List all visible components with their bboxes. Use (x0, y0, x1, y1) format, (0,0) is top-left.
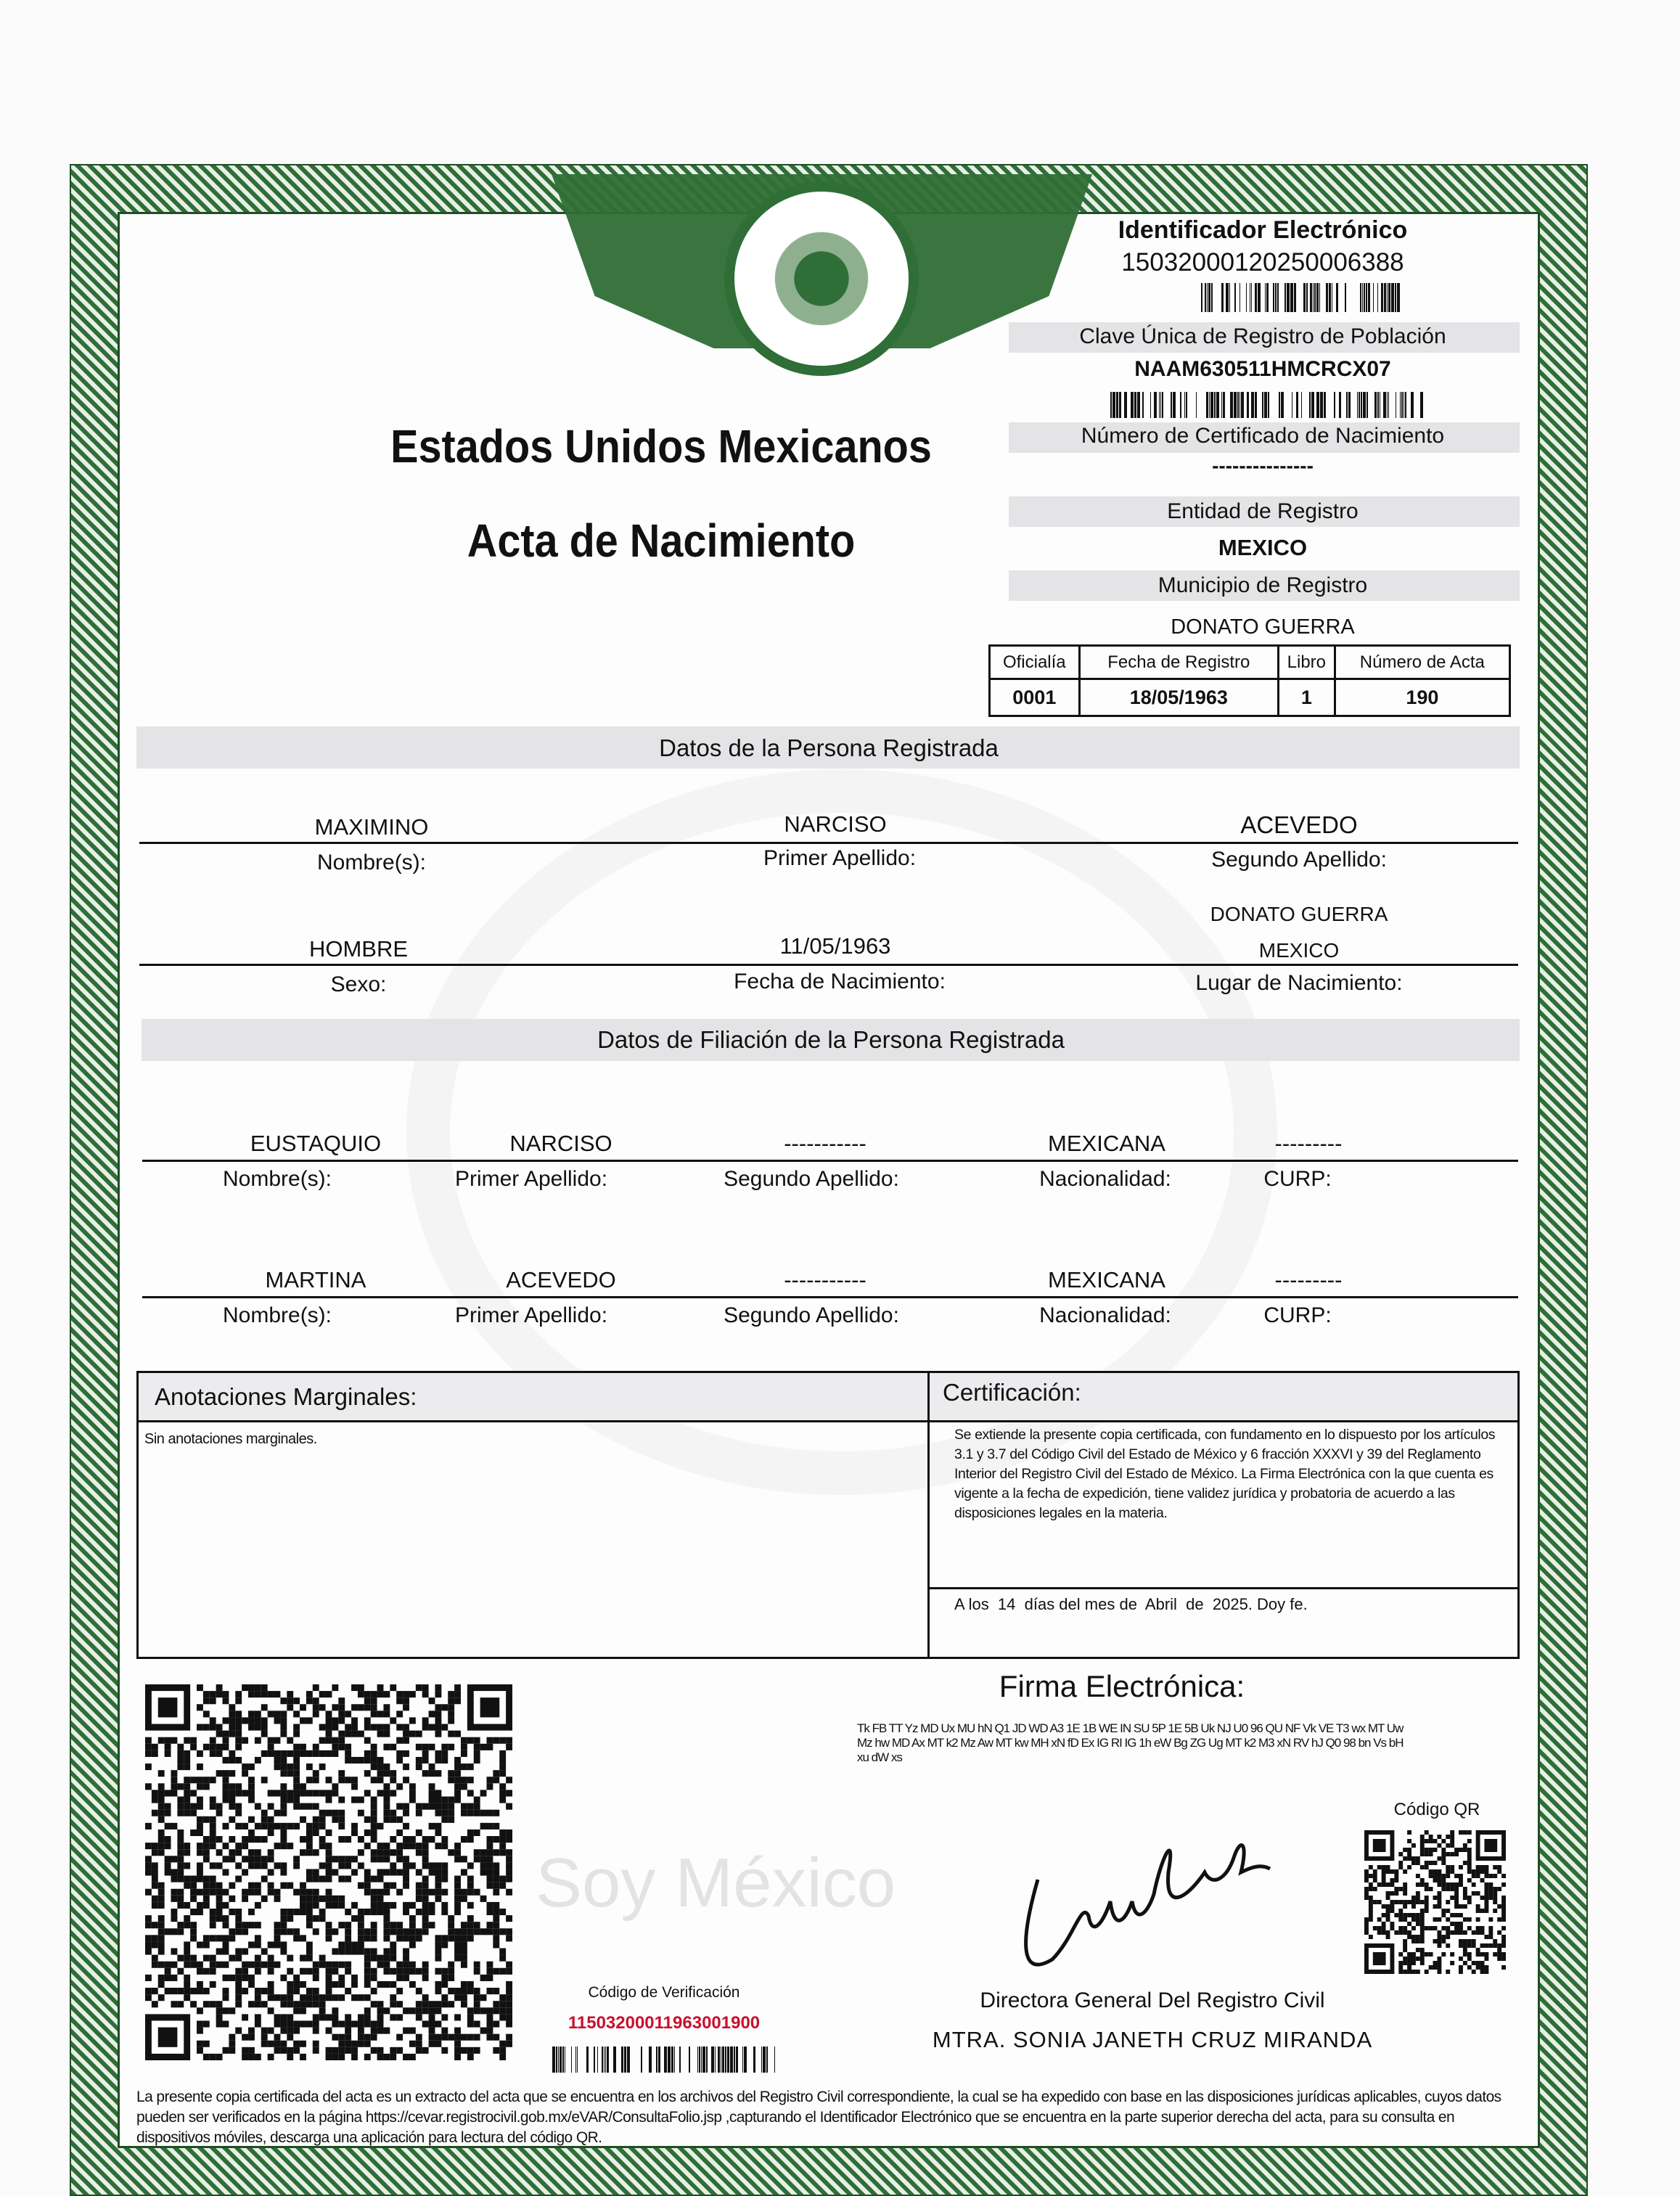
curp-barcode (1110, 392, 1422, 418)
certification-date: A los 14 días del mes de Abril de 2025. Doy fe. (954, 1595, 1308, 1613)
curp-label: CURP: (1263, 1167, 1332, 1191)
oficialia-value: 0001 (990, 679, 1080, 716)
name-label: Nombre(s): (222, 1303, 332, 1327)
curp-label: CURP: (1263, 1303, 1332, 1327)
parent-curp: --------- (1274, 1267, 1343, 1292)
numero-acta-value: 190 (1335, 679, 1509, 716)
libro-value: 1 (1279, 679, 1335, 716)
divider (139, 842, 1518, 844)
birthplace-state: MEXICO (1258, 939, 1340, 962)
signatory-name: MTRA. SONIA JANETH CRUZ MIRANDA (932, 2027, 1373, 2052)
parent-surname1: ACEVEDO (506, 1267, 616, 1292)
soy-mexico-watermark: Soy México (536, 1844, 896, 1922)
filiation-section-title: Datos de Filiación de la Persona Registrada (597, 1026, 1065, 1053)
certification-text: Se extiende la presente copia certificada, con fundamento en lo dispuesto por los artículos 3.1 y 3.7 del Código Civil del Estado de México y 6 fracción XXXVI y 39 del Reglamento Interior del Registro Civil del Estado de México. La Firma Electrónica con la que cuenta es vigente a la fecha de expedición, tiene validez jurídica y probatoria de acuerdo a las disposiciones legales en la materia. (954, 1427, 1496, 1521)
parent-nationality: MEXICANA (1048, 1267, 1165, 1292)
verification-qr-code (145, 1684, 512, 2060)
electronic-id: 150320001202500063​88 (1121, 248, 1404, 276)
birth-cert-label: Número de Certificado de Nacimiento (1081, 424, 1445, 448)
registry-table (988, 644, 1511, 717)
name-label: Nombre(s): (222, 1167, 332, 1191)
person-surname2: ACEVEDO (1240, 811, 1358, 838)
name-label: Nombre(s): (316, 851, 427, 874)
birthplace-municipality: DONATO GUERRA (1210, 903, 1388, 925)
annotations-text: Sin anotaciones marginales. (144, 1431, 317, 1447)
birth-cert-value: --------------- (1212, 454, 1314, 477)
sex-label: Sexo: (330, 972, 387, 996)
entity-value: MEXICO (1218, 535, 1308, 560)
person-sex: HOMBRE (308, 936, 409, 962)
parent-surname2: ----------- (784, 1131, 866, 1156)
surname2-label: Segundo Apellido: (1211, 848, 1387, 872)
handwritten-signature (1009, 1814, 1277, 1988)
parent-name: MARTINA (265, 1267, 366, 1292)
header-fecha-registro: Fecha de Registro (1079, 646, 1278, 679)
national-seal-icon (724, 181, 919, 376)
municipality-label: Municipio de Registro (1157, 573, 1368, 597)
municipality-value: DONATO GUERRA (1171, 615, 1355, 639)
header-oficialia: Oficialía (990, 646, 1080, 679)
parent-nationality: MEXICANA (1048, 1131, 1165, 1156)
signature-chain: Tk FB TT Yz MD Ux MU hN Q1 JD WD A3 1E 1B WE IN SU 5P 1E 5B Uk NJ U0 96 QU NF Vk VE T3 wx MT Uw Mz hw MD Ax MT k2 Mz Aw MT kw MH xN fD Ex IG RI IG 1h eW Bg ZG Ug MT k2 M3 xN RV hJ Q0 98 bn Vs bH xu dW xs (857, 1721, 1404, 1764)
header-libro: Libro (1279, 646, 1335, 679)
parent-surname1: NARCISO (509, 1131, 612, 1156)
document-title: Acta de Nacimiento (467, 515, 856, 567)
parent-surname2: ----------- (784, 1267, 866, 1292)
surname1-label: Primer Apellido: (454, 1167, 608, 1191)
header-numero-acta: Número de Acta (1335, 646, 1509, 679)
qr-code (1364, 1830, 1506, 1974)
certification-title: Certificación: (943, 1379, 1081, 1406)
verification-code: 11503200011963001900 (567, 2013, 761, 2033)
person-name: MAXIMINO (314, 814, 429, 840)
divider (142, 1160, 1518, 1162)
curp-value: NAAM630511HMCRCX07 (1134, 357, 1391, 381)
parent-name: EUSTAQUIO (250, 1131, 382, 1156)
person-dob: 11/05/1963 (779, 933, 891, 959)
surname2-label: Segundo Apellido: (724, 1303, 899, 1327)
nationality-label: Nacionalidad: (1039, 1167, 1171, 1191)
parent-curp: --------- (1274, 1131, 1343, 1156)
person-surname1: NARCISO (784, 811, 887, 837)
electronic-id-barcode (1201, 283, 1401, 312)
nationality-label: Nacionalidad: (1039, 1303, 1171, 1327)
qr-label: Código QR (1393, 1800, 1480, 1819)
divider (142, 1296, 1518, 1298)
surname1-label: Primer Apellido: (763, 846, 917, 870)
curp-label: Clave Única de Registro de Población (1079, 324, 1446, 348)
entity-label: Entidad de Registro (1167, 499, 1359, 523)
electronic-id-label: Identificador Electrónico (1118, 216, 1408, 244)
surname1-label: Primer Apellido: (454, 1303, 608, 1327)
annotations-certification-box (136, 1371, 1520, 1659)
annotations-title: Anotaciones Marginales: (155, 1383, 417, 1410)
verification-barcode (552, 2047, 775, 2073)
verification-label: Código de Verificación (588, 1984, 740, 2001)
signatory-role: Directora General Del Registro Civil (980, 1988, 1325, 2012)
divider (139, 964, 1518, 966)
birthplace-label: Lugar de Nacimiento: (1195, 971, 1403, 995)
fecha-registro-value: 18/05/1963 (1079, 679, 1278, 716)
signature-title: Firma Electrónica: (999, 1669, 1245, 1703)
surname2-label: Segundo Apellido: (724, 1167, 899, 1191)
dob-label: Fecha de Nacimiento: (734, 970, 946, 993)
person-section-title: Datos de la Persona Registrada (659, 734, 999, 761)
country-title: Estados Unidos Mexicanos (390, 420, 932, 472)
footer-legal-text: La presente copia certificada del acta es un extracto del acta que se encuentra en los archivos del Registro Civil correspondiente, la cual se ha expedido con base en las disposiciones jurídicas aplicables, cuyos datos pueden ser verificados en la página https://cevar.registrocivil.gob.mx/eVAR/ConsultaFolio.jsp ,capturando el Identificador Electrónico que se encuentra en la parte superior derecha del acta, para su consulta en dispositivos móviles, descarga una aplicación para lectura del código QR. (136, 2089, 1501, 2146)
